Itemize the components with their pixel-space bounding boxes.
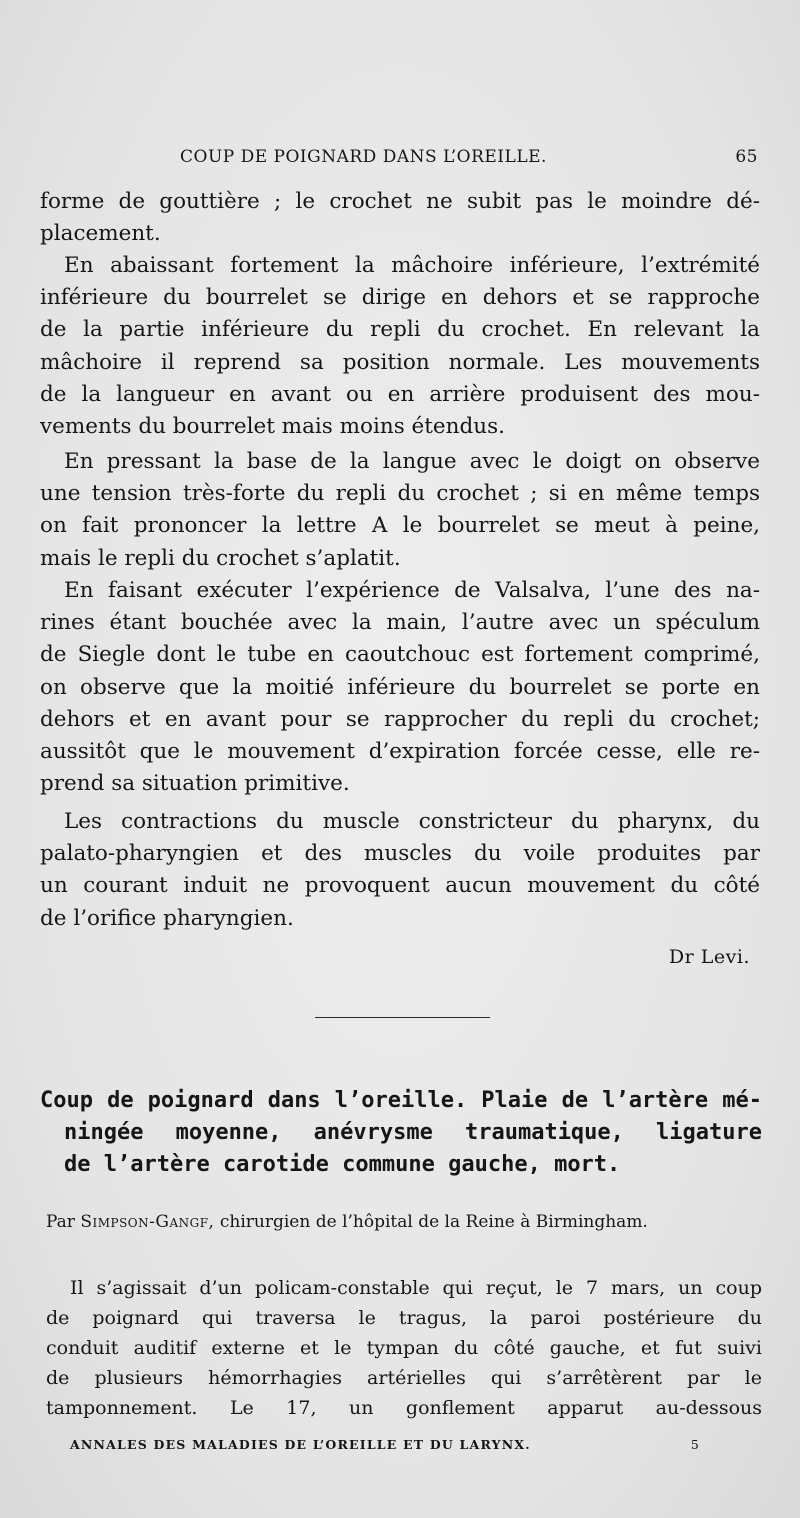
text-line: dehors et en avant pour se rapprocher du repli du crochet; (40, 706, 760, 732)
text-line: de poignard qui traversa le tragus, la paroi postérieure du (46, 1307, 762, 1329)
text-line: de plusieurs hémorrhagies artérielles qui s’arrêtèrent par le (46, 1367, 762, 1389)
text-line: Il s’agissait d’un policam-constable qui reçut, le 7 mars, un coup (70, 1277, 762, 1299)
text-line: palato-pharyngien et des muscles du voile produites par (40, 841, 760, 867)
section-divider (315, 1017, 490, 1018)
journal-title: ANNALES DES MALADIES DE L’OREILLE ET DU LARYNX. (70, 1437, 531, 1452)
text-line: En pressant la base de la langue avec le doigt on observe (64, 449, 760, 474)
running-title: COUP DE POIGNARD DANS L’OREILLE. (180, 147, 547, 167)
author-signature: Dr Levi. (668, 946, 750, 968)
paragraph-4 (40, 575, 760, 800)
paragraph-5 (40, 806, 760, 935)
article-body (46, 1273, 762, 1423)
text-line: En faisant exécuter l’expérience de Valsalva, l’une des na- (64, 578, 760, 603)
paragraph-2 (40, 250, 760, 443)
text-line: mâchoire il reprend sa position normale. Les mouvements (40, 349, 760, 375)
byline-author: Simpson-Gangf, (80, 1212, 215, 1232)
text-line: En abaissant fortement la mâchoire inférieure, l’extrémité (64, 253, 760, 278)
text-line: on observe que la moitié inférieure du bourrelet se porte en (40, 674, 760, 700)
title-line: Coup de poignard dans l’oreille. Plaie de l’artère mé- (40, 1088, 762, 1113)
text-line: tamponnement. Le 17, un gonflement apparut au-dessous (46, 1397, 762, 1419)
text-line: conduit auditif externe et le tympan du côté gauche, et fut suivi (46, 1337, 762, 1359)
text-line: de l’orifice pharyngien. (40, 905, 294, 931)
byline-prefix: Par (46, 1212, 75, 1232)
text-line: de la partie inférieure du repli du crochet. En relevant la (40, 317, 760, 343)
text-line: inférieure du bourrelet se dirige en dehors et se rapproche (40, 285, 760, 311)
text-line: rines étant bouchée avec la main, l’autre avec un spéculum (40, 610, 760, 636)
article-title (40, 1085, 762, 1181)
text-line: un courant induit ne provoquent aucun mouvement du côté (40, 873, 760, 899)
text-line: forme de gouttière ; le crochet ne subit pas le moindre dé- (40, 189, 760, 214)
paragraph-3 (40, 446, 760, 575)
text-line: vements du bourrelet mais moins étendus. (40, 414, 505, 440)
signature-mark: 5 (690, 1437, 700, 1452)
text-line: aussitôt que le mouvement d’expiration forcée cesse, elle re- (40, 739, 760, 765)
byline (46, 1210, 762, 1234)
text-line: de la langueur en avant ou en arrière produisent des mou- (40, 381, 760, 407)
text-line: placement. (40, 221, 161, 247)
page-footer (70, 1437, 700, 1457)
text-line: prend sa situation primitive. (40, 771, 350, 797)
text-line: mais le repli du crochet s’aplatit. (40, 545, 401, 571)
text-line: de Siegle dont le tube en caoutchouc est fortement comprimé, (40, 642, 760, 668)
title-line: ningée moyenne, anévrysme traumatique, ligature (64, 1120, 762, 1145)
text-line: une tension très-forte du repli du crochet ; si en même temps (40, 481, 760, 507)
running-header (40, 147, 760, 173)
page-number: 65 (735, 147, 758, 167)
byline-affiliation: chirurgien de l’hôpital de la Reine à Birmingham. (219, 1212, 648, 1232)
title-line: de l’artère carotide commune gauche, mort. (64, 1152, 621, 1177)
paragraph-1 (40, 186, 760, 250)
text-line: on fait prononcer la lettre A le bourrelet se meut à peine, (40, 513, 760, 539)
text-line: Les contractions du muscle constricteur du pharynx, du (64, 809, 760, 834)
